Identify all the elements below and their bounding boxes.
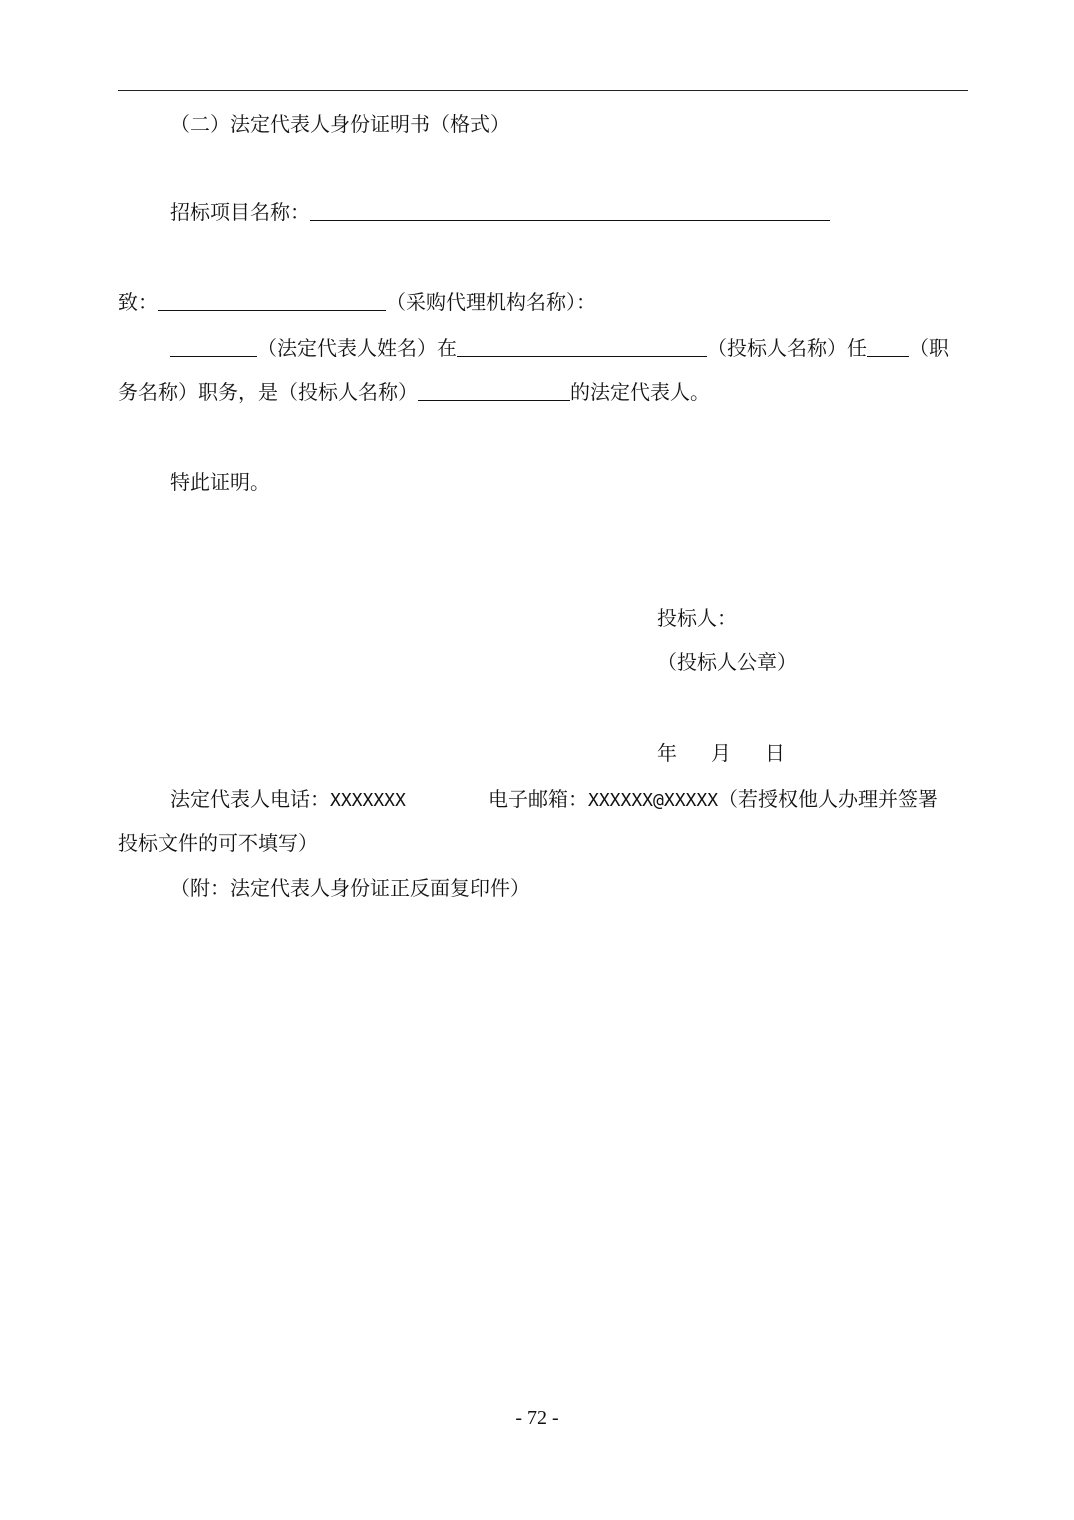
rep-row-2 xyxy=(118,380,710,404)
bidder-label: 投标人： xyxy=(657,606,737,630)
email-row xyxy=(488,787,938,813)
position-hint-start: （职 xyxy=(909,336,949,360)
legal-rep-suffix: 的法定代表人。 xyxy=(570,380,710,404)
bidder-name-blank-2[interactable] xyxy=(418,380,570,401)
project-name-row xyxy=(170,200,830,224)
date-row xyxy=(657,741,785,765)
rep-name-blank[interactable] xyxy=(170,336,257,357)
position-hint-end: 务名称）职务，是（投标人名称） xyxy=(118,380,418,404)
email-value: XXXXXX@XXXXX xyxy=(588,790,719,811)
project-name-label: 招标项目名称： xyxy=(170,200,310,224)
agency-hint: （采购代理机构名称）： xyxy=(386,290,596,314)
rep-name-hint: （法定代表人姓名）在 xyxy=(257,336,457,360)
position-blank[interactable] xyxy=(867,336,909,357)
date-month: 月 xyxy=(711,741,731,765)
email-label: 电子邮箱： xyxy=(488,787,588,811)
section-title: （二）法定代表人身份证明书（格式） xyxy=(170,112,510,136)
date-day: 日 xyxy=(765,741,785,765)
rep-row-1 xyxy=(170,336,949,360)
phone-label: 法定代表人电话： xyxy=(170,787,330,811)
email-note-end: 投标文件的可不填写） xyxy=(118,831,318,855)
page-number: - 72 - xyxy=(515,1407,559,1429)
bidder-name-hint: （投标人名称）任 xyxy=(707,336,867,360)
to-label: 致： xyxy=(118,290,158,314)
header-rule xyxy=(118,90,968,91)
email-note-start: （若授权他人办理并签署 xyxy=(718,787,939,811)
project-name-blank[interactable] xyxy=(310,200,830,221)
bidder-name-blank[interactable] xyxy=(457,336,707,357)
to-row xyxy=(118,290,596,314)
date-year: 年 xyxy=(657,741,677,765)
phone-value: XXXXXXX xyxy=(330,790,406,811)
bidder-seal: （投标人公章） xyxy=(657,650,797,674)
phone-row xyxy=(170,787,406,813)
attachment-note: （附：法定代表人身份证正反面复印件） xyxy=(170,876,530,900)
agency-name-blank[interactable] xyxy=(158,290,386,311)
certify-text: 特此证明。 xyxy=(170,470,270,494)
